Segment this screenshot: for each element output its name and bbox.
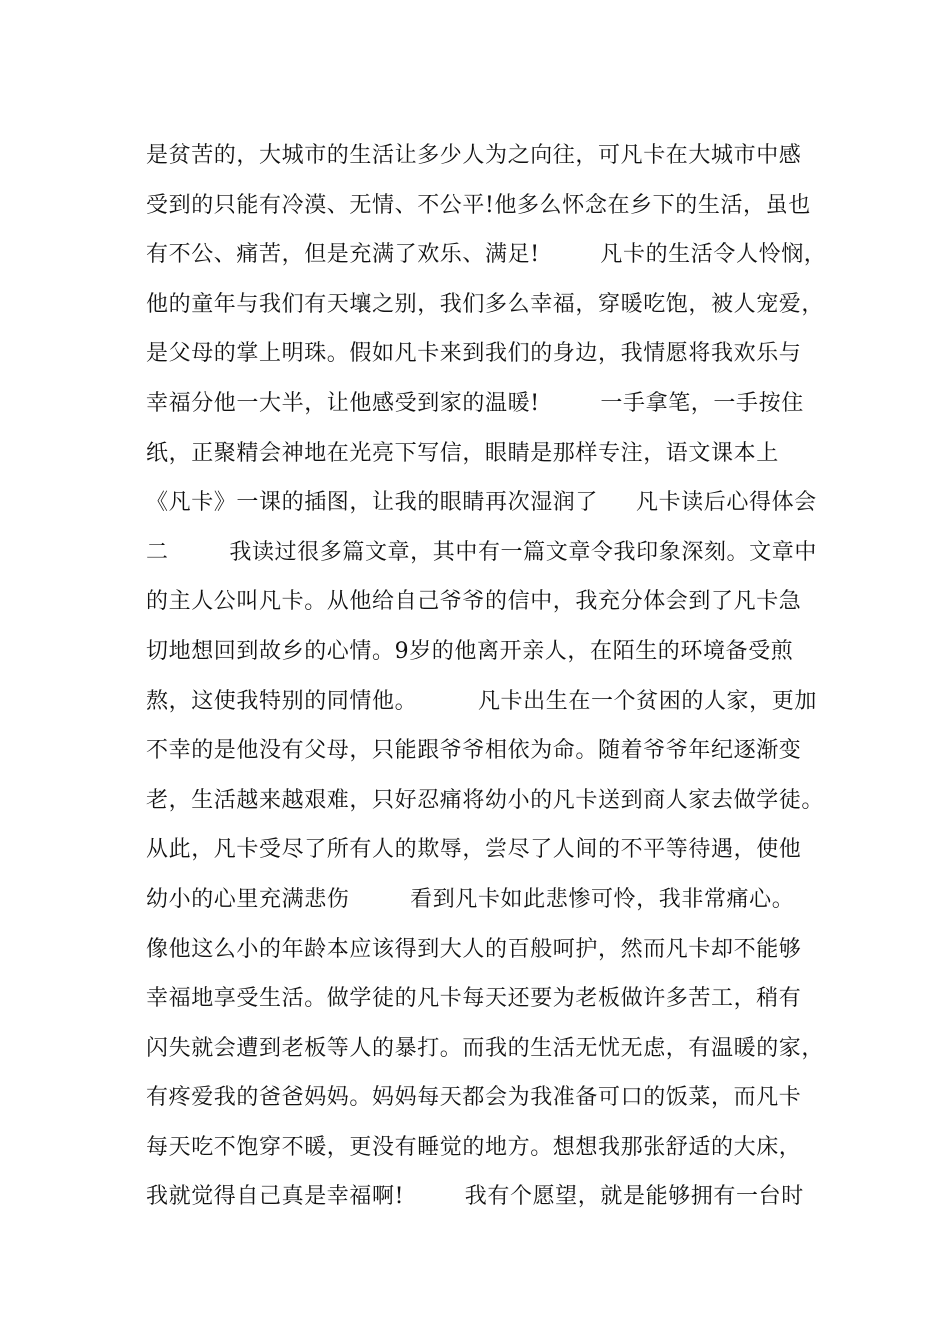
text-line: 每天吃不饱穿不暖，更没有睡觉的地方。想想我那张舒适的大床， [146,1134,802,1160]
text-line: 幸福分他一大半，让他感受到家的温暖! 一手拿笔，一手按住 [146,390,804,416]
text-line: 是贫苦的，大城市的生活让多少人为之向往，可凡卡在大城市中感 [146,143,802,168]
text-line: 像他这么小的年龄本应该得到大人的百般呵护，然而凡卡却不能够 [146,936,802,962]
text-line: 熬，这使我特别的同情他。 凡卡出生在一个贫困的人家，更加 [146,688,817,714]
text-line: 幼小的心里充满悲伤 看到凡卡如此悲惨可怜，我非常痛心。 [146,886,795,912]
text-line: 不幸的是他没有父母，只能跟爷爷相依为命。随着爷爷年纪逐渐变 [146,738,802,764]
text-line: 他的童年与我们有天壤之别，我们多么幸福，穿暖吃饱，被人宠爱， [146,291,825,317]
text-line: 幸福地享受生活。做学徒的凡卡每天还要为老板做许多苦工，稍有 [146,986,802,1012]
text-line: 《凡卡》一课的插图，让我的眼睛再次湿润了 凡卡读后心得体会 [146,490,817,516]
text-line: 老，生活越来越艰难，只好忍痛将幼小的凡卡送到商人家去做学徒。 [146,787,825,813]
text-line: 受到的只能有冷漠、无情、不公平!他多么怀念在乡下的生活，虽也 [146,192,811,218]
text-line: 有疼爱我的爸爸妈妈。妈妈每天都会为我准备可口的饭菜，而凡卡 [146,1085,802,1111]
text-line: 从此，凡卡受尽了所有人的欺辱，尝尽了人间的不平等待遇，使他 [146,837,802,863]
text-line: 切地想回到故乡的心情。9岁的他离开亲人，在陌生的环境备受煎 [146,638,794,664]
text-line: 有不公、痛苦，但是充满了欢乐、满足! 凡卡的生活令人怜悯， [146,242,827,268]
text-line: 是父母的掌上明珠。假如凡卡来到我们的身边，我情愿将我欢乐与 [146,341,802,367]
text-line: 闪失就会遭到老板等人的暴打。而我的生活无忧无虑，有温暖的家， [146,1035,825,1061]
text-line: 二 我读过很多篇文章，其中有一篇文章令我印象深刻。文章中 [146,539,817,565]
text-line: 的主人公叫凡卡。从他给自己爷爷的信中，我充分体会到了凡卡急 [146,589,802,615]
text-line: 我就觉得自己真是幸福啊! 我有个愿望，就是能够拥有一台时 [146,1184,804,1210]
body-text [146,131,846,1222]
text-line: 纸，正聚精会神地在光亮下写信，眼睛是那样专注，语文课本上 [146,440,779,466]
